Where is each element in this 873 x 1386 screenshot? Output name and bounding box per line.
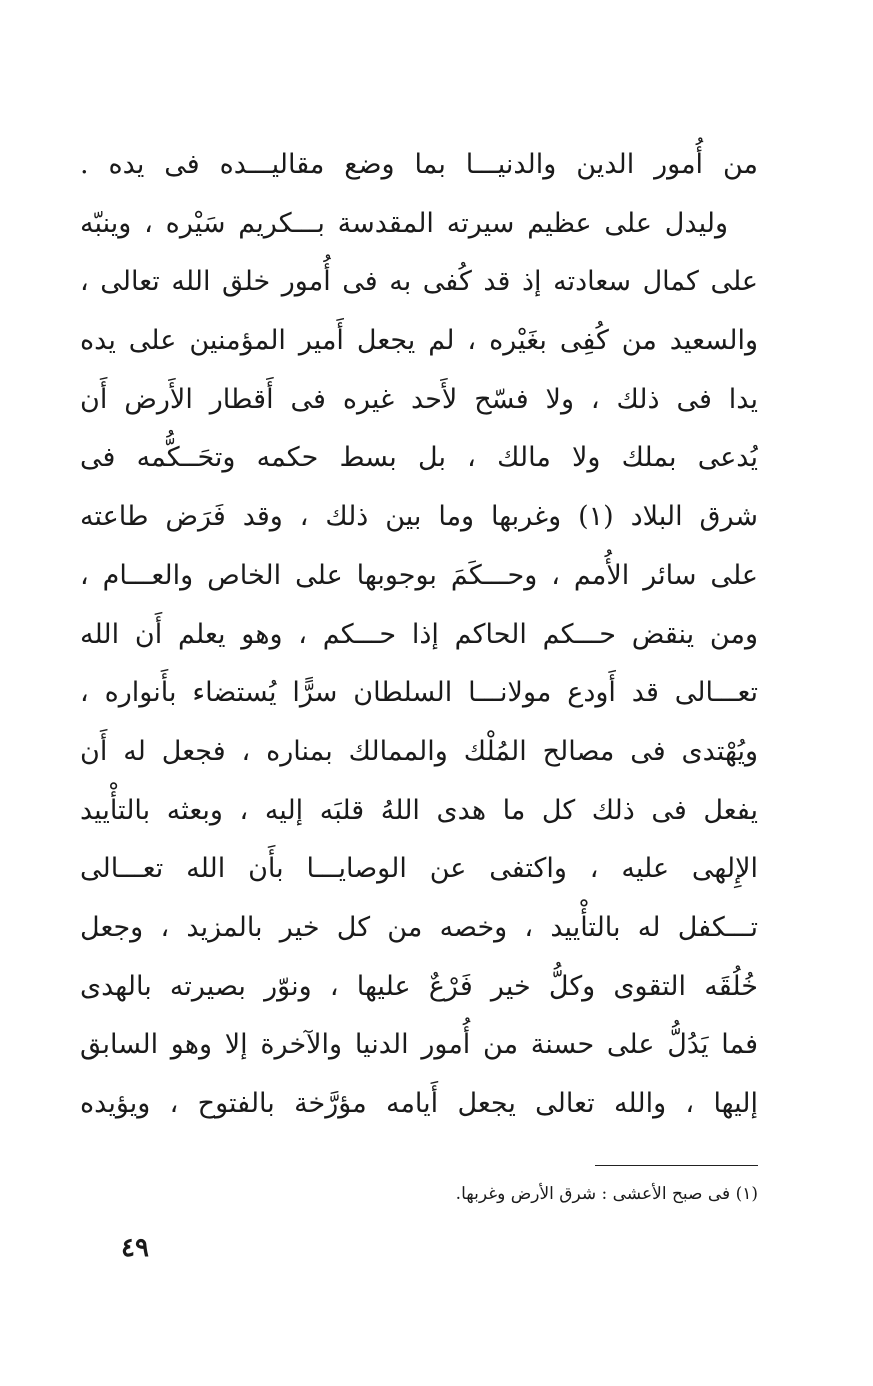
text-line: يفعل فى ذلك كل ما هدى اللهُ قلبَه إليه ، وبعثه بالتأْييد [80,794,758,826]
text-line: خُلُقَه التقوى وكلُّ خير فَرْعٌ عليها ، ونوّر بصيرته بالهدى [80,970,758,1002]
text-line: على كمال سعادته إذ قد كُفى به فى أُمور خلق الله تعالى ، [80,266,758,298]
text-line: من أُمور الدين والدنيـــا بما وضع مقاليـــده فى يده . [80,149,758,180]
footnote-divider [595,1165,758,1166]
text-line: يدا فى ذلك ، ولا فسّح لأَحد غيره فى أَقطار الأَرض أَن [80,383,758,415]
page-number: ٤٩ [121,1233,149,1263]
text-line: شرق البلاد (١) وغربها وما بين ذلك ، وقد فَرَض طاعته [80,501,758,533]
text-line: الإِلهى عليه ، واكتفى عن الوصايـــا بأَن الله تعـــالى [80,853,758,885]
text-line: والسعيد من كُفِى بغَيْره ، لم يجعل أَمير المؤمنين على يده [80,325,758,357]
text-line: تعـــالى قد أَودع مولانـــا السلطان سرًّا يُستضاء بأَنواره ، [80,677,758,709]
text-line: إليها ، والله تعالى يجعل أَيامه مؤرَّخة بالفتوح ، ويؤيده [80,1088,758,1119]
text-line: على سائر الأُمم ، وحـــكَمَ بوجوبها على الخاص والعـــام ، [80,559,758,591]
text-line: تـــكفل له بالتأْييد ، وخصه من كل خير بالمزيد ، وجعل [80,911,758,943]
footnote: (١) فى صبح الأعشى : شرق الأرض وغربها. [455,1184,758,1204]
text-line: وليدل على عظيم سيرته المقدسة بـــكريم سَيْره ، وينبّه [80,207,728,239]
main-text [80,136,758,1134]
text-line: يُدعى بملك ولا مالك ، بل بسط حكمه وتحَــكُّمه فى [80,442,758,474]
text-line: ومن ينقض حـــكم الحاكم إذا حـــكم ، وهو يعلم أَن الله [80,618,758,650]
text-line: فما يَدُلُّ على حسنة من أُمور الدنيا والآخرة إلا وهو السابق [80,1029,758,1061]
text-line: ويُهْتدى فى مصالح المُلْك والممالك بمناره ، فجعل له أَن [80,735,758,767]
